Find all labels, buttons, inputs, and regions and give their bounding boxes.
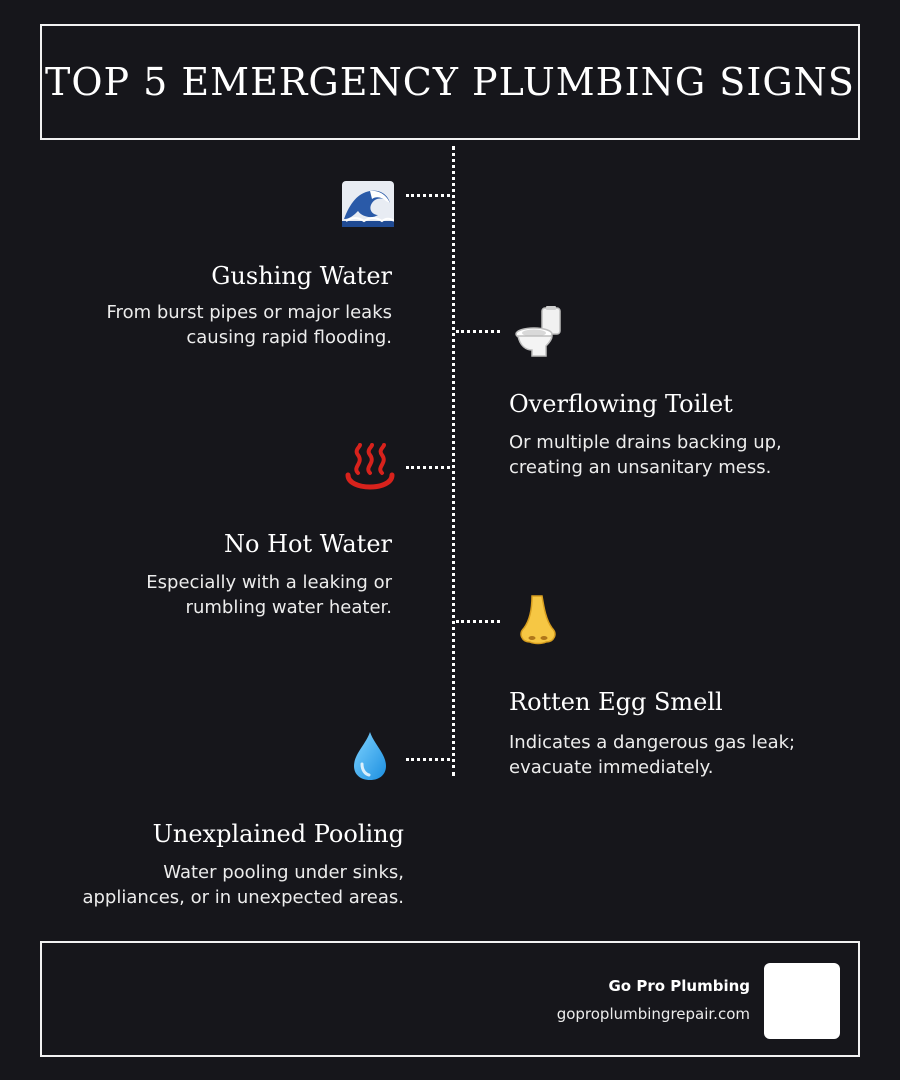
item-title-gushing-water: Gushing Water	[211, 262, 392, 290]
desc-line: Water pooling under sinks,	[163, 862, 404, 883]
item-title-unexplained-pooling: Unexplained Pooling	[152, 820, 404, 848]
desc-line: Indicates a dangerous gas leak;	[509, 732, 796, 753]
droplet-icon	[344, 730, 396, 782]
connector-4	[456, 620, 500, 623]
nose-icon	[512, 594, 564, 646]
footer-box	[40, 941, 860, 1057]
item-desc-no-hot-water	[146, 570, 392, 620]
item-desc-unexplained-pooling	[82, 860, 404, 910]
desc-line: From burst pipes or major leaks	[106, 302, 392, 323]
desc-line: rumbling water heater.	[185, 597, 392, 618]
desc-line: Especially with a leaking or	[146, 572, 392, 593]
desc-line: appliances, or in unexpected areas.	[82, 887, 404, 908]
timeline-line	[452, 146, 455, 776]
connector-3	[406, 466, 450, 469]
desc-line: Or multiple drains backing up,	[509, 432, 782, 453]
item-title-overflowing-toilet: Overflowing Toilet	[509, 390, 733, 418]
wave-icon	[342, 178, 394, 230]
connector-1	[406, 194, 450, 197]
toilet-icon	[512, 306, 564, 358]
desc-line: creating an unsanitary mess.	[509, 457, 772, 478]
page-title: TOP 5 EMERGENCY PLUMBING SIGNS	[45, 60, 855, 104]
item-desc-gushing-water	[107, 300, 392, 350]
connector-5	[406, 758, 450, 761]
item-title-rotten-egg-smell: Rotten Egg Smell	[509, 688, 723, 716]
item-desc-overflowing-toilet	[509, 430, 782, 480]
desc-line: evacuate immediately.	[509, 757, 714, 778]
logo	[764, 963, 840, 1039]
company-url-link[interactable]: goproplumbingrepair.com	[556, 1005, 750, 1023]
title-box	[40, 24, 860, 140]
company-name: Go Pro Plumbing	[608, 977, 750, 995]
desc-line: causing rapid flooding.	[186, 327, 392, 348]
item-title-no-hot-water: No Hot Water	[224, 530, 392, 558]
connector-2	[456, 330, 500, 333]
hot-springs-icon	[344, 442, 396, 494]
item-desc-rotten-egg-smell	[509, 730, 795, 780]
